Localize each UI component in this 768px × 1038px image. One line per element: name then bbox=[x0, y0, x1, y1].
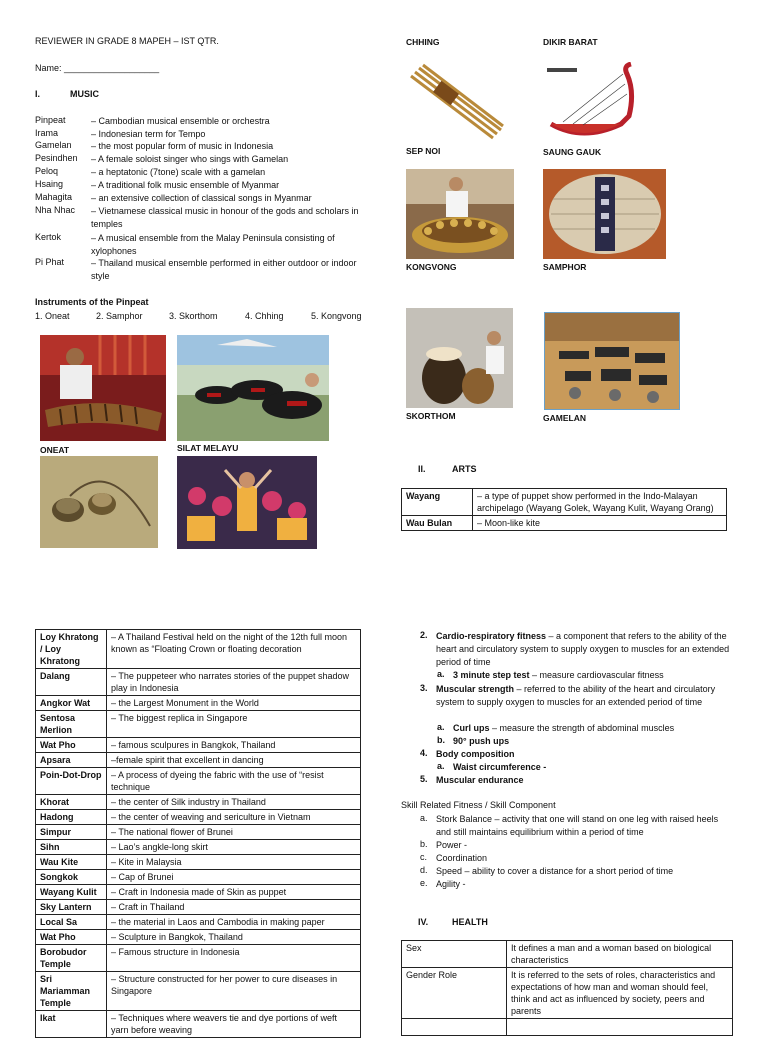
table-row bbox=[36, 885, 361, 900]
instrument-item: 3. Skorthom bbox=[169, 311, 218, 321]
music-definition: – Vietnamese classical music in honour of the gods and scholars in temples bbox=[91, 206, 359, 229]
list-item: Agility - bbox=[436, 879, 466, 889]
music-definition: – an extensive collection of classical songs in Myanmar bbox=[91, 193, 312, 203]
music-term: Pesindhen bbox=[35, 153, 78, 163]
kongvong-photo bbox=[406, 169, 514, 259]
silat-melayu-photo bbox=[177, 335, 329, 441]
samphor-photo bbox=[543, 169, 666, 259]
list-item bbox=[436, 630, 730, 669]
health-numeral: IV. bbox=[418, 917, 429, 927]
table-definition: – the material in Laos and Cambodia in making paper bbox=[107, 915, 361, 930]
caption-dikir-barat: DIKIR BARAT bbox=[543, 37, 598, 47]
list-item bbox=[453, 735, 733, 748]
caption-silat-melayu: SILAT MELAYU bbox=[177, 443, 239, 453]
table-term: Local Sa bbox=[36, 915, 107, 930]
caption-kongvong: KONGVONG bbox=[406, 262, 457, 272]
skill-heading: Skill Related Fitness / Skill Component bbox=[401, 800, 556, 810]
dikir-barat-photo bbox=[177, 456, 317, 549]
caption-chhing: CHHING bbox=[406, 37, 440, 47]
caption-saung-gauk: SAUNG GAUK bbox=[543, 147, 602, 157]
list-marker: b. bbox=[420, 839, 428, 849]
table-definition: – The national flower of Brunei bbox=[107, 825, 361, 840]
table-row bbox=[36, 870, 361, 885]
music-term: Gamelan bbox=[35, 140, 72, 150]
music-term: Kertok bbox=[35, 232, 62, 242]
table-term: Dalang bbox=[36, 669, 107, 696]
table-definition: – The biggest replica in Singapore bbox=[107, 711, 361, 738]
list-marker: 2. bbox=[420, 630, 428, 640]
list-marker: a. bbox=[437, 761, 445, 771]
list-item bbox=[436, 683, 730, 709]
table-row bbox=[402, 941, 733, 968]
table-term: Apsara bbox=[36, 753, 107, 768]
arts-terms-table bbox=[35, 629, 361, 1038]
sep-noi-photo bbox=[407, 62, 505, 140]
instruments-heading: Instruments of the Pinpeat bbox=[35, 297, 149, 307]
list-item-term: Cardio-respiratory fitness bbox=[436, 631, 547, 641]
arts-heading: ARTS bbox=[452, 464, 477, 474]
table-definition: – A Thailand Festival held on the night of the 12th full moon known as “Floating Crown or floating decoration bbox=[107, 630, 361, 669]
table-term: Borobudor Temple bbox=[36, 945, 107, 972]
table-term: Ikat bbox=[36, 1011, 107, 1038]
music-heading: MUSIC bbox=[70, 89, 99, 99]
caption-gamelan: GAMELAN bbox=[543, 413, 586, 423]
list-item-term: 3 minute step test bbox=[453, 670, 530, 680]
table-term: Sky Lantern bbox=[36, 900, 107, 915]
table-row bbox=[36, 972, 361, 1011]
document-title: REVIEWER IN GRADE 8 MAPEH – IST QTR. bbox=[35, 36, 219, 46]
arts-numeral: II. bbox=[418, 464, 426, 474]
table-term: Sentosa Merlion bbox=[36, 711, 107, 738]
table-definition: – the center of Silk industry in Thailand bbox=[107, 795, 361, 810]
list-marker: a. bbox=[437, 722, 445, 732]
music-term: Hsaing bbox=[35, 179, 64, 189]
health-heading: HEALTH bbox=[452, 917, 488, 927]
list-item bbox=[436, 748, 730, 761]
instrument-item: 4. Chhing bbox=[245, 311, 284, 321]
oneat-photo bbox=[40, 335, 166, 441]
name-field-label: Name: ___________________ bbox=[35, 63, 160, 73]
table-row bbox=[36, 855, 361, 870]
list-item: Coordination bbox=[436, 853, 488, 863]
table-definition: – Famous structure in Indonesia bbox=[107, 945, 361, 972]
table-definition: – famous sculpures in Bangkok, Thailand bbox=[107, 738, 361, 753]
list-item-term: Muscular strength bbox=[436, 684, 515, 694]
table-row bbox=[36, 930, 361, 945]
list-marker: b. bbox=[437, 735, 445, 745]
table-term: Gender Role bbox=[402, 968, 507, 1019]
music-term: Irama bbox=[35, 128, 59, 138]
table-definition: –female spirit that excellent in dancing bbox=[107, 753, 361, 768]
health-table bbox=[401, 940, 733, 1036]
table-definition: – Lao’s angkle-long skirt bbox=[107, 840, 361, 855]
table-row bbox=[36, 696, 361, 711]
music-numeral: I. bbox=[35, 89, 41, 99]
list-item-description: – measure cardiovascular fitness bbox=[529, 670, 664, 680]
instrument-item: 2. Samphor bbox=[96, 311, 143, 321]
table-term: Wat Pho bbox=[36, 930, 107, 945]
table-row bbox=[36, 945, 361, 972]
instrument-item: 5. Kongvong bbox=[311, 311, 362, 321]
table-term: Sri Mariamman Temple bbox=[36, 972, 107, 1011]
table-definition: – Structure constructed for her power to cure diseases in Singapore bbox=[107, 972, 361, 1011]
table-row bbox=[402, 516, 727, 531]
table-term: Simpur bbox=[36, 825, 107, 840]
table-definition: It defines a man and a woman based on biological characteristics bbox=[507, 941, 733, 968]
chhing-cymbals-photo bbox=[40, 456, 158, 548]
list-item-description: – measure the strength of abdominal muscles bbox=[489, 723, 675, 733]
table-term: Angkor Wat bbox=[36, 696, 107, 711]
table-row bbox=[36, 915, 361, 930]
table-term: Sihn bbox=[36, 840, 107, 855]
list-item bbox=[453, 722, 733, 735]
table-row bbox=[36, 669, 361, 696]
caption-skorthom: SKORTHOM bbox=[406, 411, 456, 421]
caption-sep-noi: SEP NOI bbox=[406, 146, 441, 156]
list-marker: 5. bbox=[420, 774, 428, 784]
music-definition: – A traditional folk music ensemble of Myanmar bbox=[91, 180, 280, 190]
table-row bbox=[36, 738, 361, 753]
list-item-description: – a component that refers to the ability of the heart and circulatory system to supply oxygen to muscles for an extended period of time bbox=[436, 631, 730, 667]
list-item: Stork Balance – activity that one will stand on one leg with raised heels and still maintains equilibrium within a period of time bbox=[436, 814, 719, 837]
music-definition: – the most popular form of music in Indonesia bbox=[91, 141, 274, 151]
instrument-item: 1. Oneat bbox=[35, 311, 70, 321]
caption-samphor: SAMPHOR bbox=[543, 262, 587, 272]
list-item-term: Curl ups bbox=[453, 723, 490, 733]
table-term: Songkok bbox=[36, 870, 107, 885]
table-term: Wayang bbox=[402, 489, 473, 516]
table-term: Wau Kite bbox=[36, 855, 107, 870]
table-definition: It is referred to the sets of roles, characteristics and expectations of how man and woman should feel, think and act as influenced by society, peers and parents bbox=[507, 968, 733, 1019]
list-item bbox=[453, 761, 733, 774]
table-row bbox=[36, 825, 361, 840]
table-row bbox=[36, 711, 361, 738]
table-row bbox=[36, 795, 361, 810]
music-definition: – Cambodian musical ensemble or orchestra bbox=[91, 116, 270, 126]
table-definition: – Cap of Brunei bbox=[107, 870, 361, 885]
list-item-description: – referred to the ability of the heart and circulatory system to supply oxygen to muscles for an extended period of time bbox=[436, 684, 716, 707]
list-marker: a. bbox=[420, 813, 428, 823]
table-row bbox=[36, 1011, 361, 1038]
list-item-term: 90° push ups bbox=[453, 736, 510, 746]
table-definition: – a type of puppet show performed in the Indo-Malayan archipelago (Wayang Golek, Wayang Kulit, Wayang Orang) bbox=[473, 489, 727, 516]
list-item-term: Muscular endurance bbox=[436, 775, 524, 785]
saung-gauk-photo bbox=[543, 62, 661, 144]
list-marker: c. bbox=[420, 852, 428, 862]
table-term: Wat Pho bbox=[36, 738, 107, 753]
music-definition: – A female soloist singer who sings with Gamelan bbox=[91, 154, 289, 164]
table-row bbox=[402, 1019, 733, 1036]
table-term: Loy Khratong / Loy Khratong bbox=[36, 630, 107, 669]
table-definition: – the Largest Monument in the World bbox=[107, 696, 361, 711]
list-marker: 3. bbox=[420, 683, 428, 693]
list-item-term: Body composition bbox=[436, 749, 515, 759]
music-term: Pi Phat bbox=[35, 257, 65, 267]
list-item bbox=[436, 774, 730, 787]
list-marker: a. bbox=[437, 669, 445, 679]
table-definition: – Kite in Malaysia bbox=[107, 855, 361, 870]
music-definition: – Indonesian term for Tempo bbox=[91, 129, 206, 139]
list-item bbox=[453, 669, 733, 682]
table-definition: – Techniques where weavers tie and dye portions of weft yarn before weaving bbox=[107, 1011, 361, 1038]
music-definition: – a heptatonic (7tone) scale with a gamelan bbox=[91, 167, 266, 177]
list-marker: d. bbox=[420, 865, 428, 875]
arts-definition-table bbox=[401, 488, 727, 531]
table-term: Hadong bbox=[36, 810, 107, 825]
music-definition: – Thailand musical ensemble performed in either outdoor or indoor style bbox=[91, 258, 357, 281]
table-row bbox=[36, 768, 361, 795]
table-definition: – A process of dyeing the fabric with the use of “resist technique bbox=[107, 768, 361, 795]
list-item: Power - bbox=[436, 840, 468, 850]
music-term: Pinpeat bbox=[35, 115, 66, 125]
table-row bbox=[402, 968, 733, 1019]
table-row bbox=[36, 810, 361, 825]
list-item: Speed – ability to cover a distance for a short period of time bbox=[436, 866, 674, 876]
table-row bbox=[36, 753, 361, 768]
list-marker: e. bbox=[420, 878, 428, 888]
table-row bbox=[36, 630, 361, 669]
table-row bbox=[36, 900, 361, 915]
table-definition: – Sculpture in Bangkok, Thailand bbox=[107, 930, 361, 945]
table-term: Khorat bbox=[36, 795, 107, 810]
table-row bbox=[402, 489, 727, 516]
table-term: Wayang Kulit bbox=[36, 885, 107, 900]
list-item-term: Waist circumference - bbox=[453, 762, 547, 772]
music-term: Mahagita bbox=[35, 192, 73, 202]
table-definition: – Moon-like kite bbox=[473, 516, 727, 531]
table-definition: – The puppeteer who narrates stories of the puppet shadow play in Indonesia bbox=[107, 669, 361, 696]
music-definition: – A musical ensemble from the Malay Peninsula consisting of xylophones bbox=[91, 233, 335, 256]
table-definition: – Craft in Thailand bbox=[107, 900, 361, 915]
list-marker: 4. bbox=[420, 748, 428, 758]
caption-oneat: ONEAT bbox=[40, 445, 70, 455]
table-term: Sex bbox=[402, 941, 507, 968]
music-term: Nha Nhac bbox=[35, 205, 76, 215]
skorthom-photo bbox=[406, 308, 513, 408]
table-row bbox=[36, 840, 361, 855]
gamelan-photo bbox=[544, 312, 680, 410]
table-term: Poin-Dot-Drop bbox=[36, 768, 107, 795]
music-term: Peloq bbox=[35, 166, 59, 176]
table-definition: – the center of weaving and sericulture in Vietnam bbox=[107, 810, 361, 825]
table-term: Wau Bulan bbox=[402, 516, 473, 531]
table-definition: – Craft in Indonesia made of Skin as puppet bbox=[107, 885, 361, 900]
